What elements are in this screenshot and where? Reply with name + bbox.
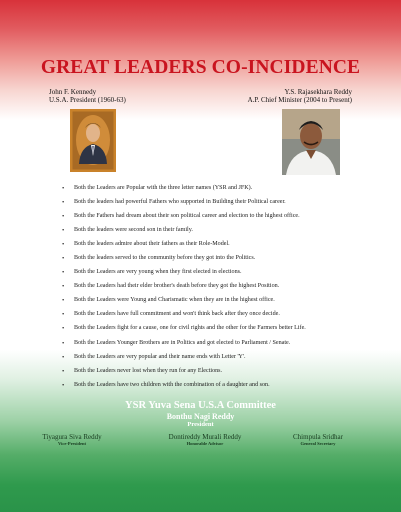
officer-vice-president — [32, 433, 112, 446]
officer-role: Vice-President — [58, 441, 86, 446]
right-leader-name: Y.S. Rajasekhara Reddy — [284, 88, 352, 96]
left-leader-caption — [49, 88, 126, 104]
list-item: • Both the Leaders fight for a cause, one for civil rights and the other for the Farmers better Life. — [62, 325, 306, 333]
coincidence-list — [62, 183, 382, 394]
list-item: • Both the leaders were second son in their family. — [62, 227, 193, 235]
president-role: President — [187, 421, 214, 428]
bullet-icon: • — [62, 269, 65, 277]
left-leader-name: John F. Kennedy — [49, 88, 97, 96]
left-leader-position: U.S.A. President (1960-63) — [49, 96, 126, 105]
bullet-icon: • — [62, 339, 65, 347]
officer-general-secretary — [283, 433, 353, 446]
bullet-icon: • — [62, 381, 65, 389]
list-item: • Both the Leaders had their elder brother's death before they got the highest Position. — [62, 283, 280, 291]
bullet-icon: • — [62, 311, 65, 319]
bullet-icon: • — [62, 185, 65, 192]
list-item: • Both the leaders admire about their fathers as their Role-Model. — [62, 241, 230, 249]
list-item: • Both the Leaders have full commitment and won't think back after they once decide. — [62, 311, 280, 319]
officer-role: General Secretary — [300, 441, 336, 446]
bullet-icon: • — [62, 255, 65, 263]
bullet-icon: • — [62, 199, 65, 207]
officer-role: Honorable Advisor — [186, 441, 224, 446]
kennedy-portrait — [70, 109, 116, 172]
bullet-icon: • — [62, 241, 65, 249]
page-title: GREAT LEADERS CO-INCIDENCE — [40, 57, 361, 78]
list-item: • Both the Leaders are Popular with the three letter names (YSR and JFK). — [62, 185, 253, 192]
officer-name: Tiyagura Siva Reddy — [42, 433, 102, 441]
list-item: • Both the Leaders never lost when they run for any Elections. — [62, 367, 223, 375]
list-item: • Both the Fathers had dream about their son political career and election to the highest office. — [62, 213, 300, 221]
officer-name: Dontireddy Murali Reddy — [168, 433, 242, 441]
list-item: • Both the Leaders have two children with the combination of a daughter and son. — [62, 381, 270, 389]
bullet-icon: • — [62, 325, 65, 333]
rajasekhara-reddy-portrait — [282, 109, 340, 175]
committee-name: YSR Yuva Sena U.S.A Committee — [125, 400, 276, 411]
bullet-icon: • — [62, 227, 65, 235]
bullet-icon: • — [62, 213, 65, 221]
bullet-icon: • — [62, 283, 65, 291]
bullet-icon: • — [62, 367, 65, 375]
list-item: • Both the Leaders are very popular and their name ends with Letter 'Y'. — [62, 353, 246, 361]
list-item: • Both the leaders had powerful Fathers who supported in Building their Political career. — [62, 199, 286, 207]
president-name: Bonthu Nagi Reddy — [166, 412, 235, 421]
bullet-icon: • — [62, 297, 65, 305]
list-item: • Both the Leaders were Young and Charismatic when they are in the highest office. — [62, 297, 275, 305]
list-item: • Both the Leaders are very young when they first elected in elections. — [62, 269, 242, 277]
right-leader-position: A.P. Chief Minister (2004 to Present) — [247, 96, 352, 105]
officer-name: Chimpula Sridhar — [293, 433, 343, 441]
officer-advisor — [160, 433, 250, 446]
list-item: • Both the leaders served to the community before they got into the Politics. — [62, 255, 256, 263]
bullet-icon: • — [62, 353, 65, 361]
committee-block — [0, 400, 401, 428]
right-leader-caption — [248, 88, 352, 104]
list-item: • Both the Leaders Younger Brothers are in Politics and got elected to Parliament / Senate. — [62, 339, 291, 347]
